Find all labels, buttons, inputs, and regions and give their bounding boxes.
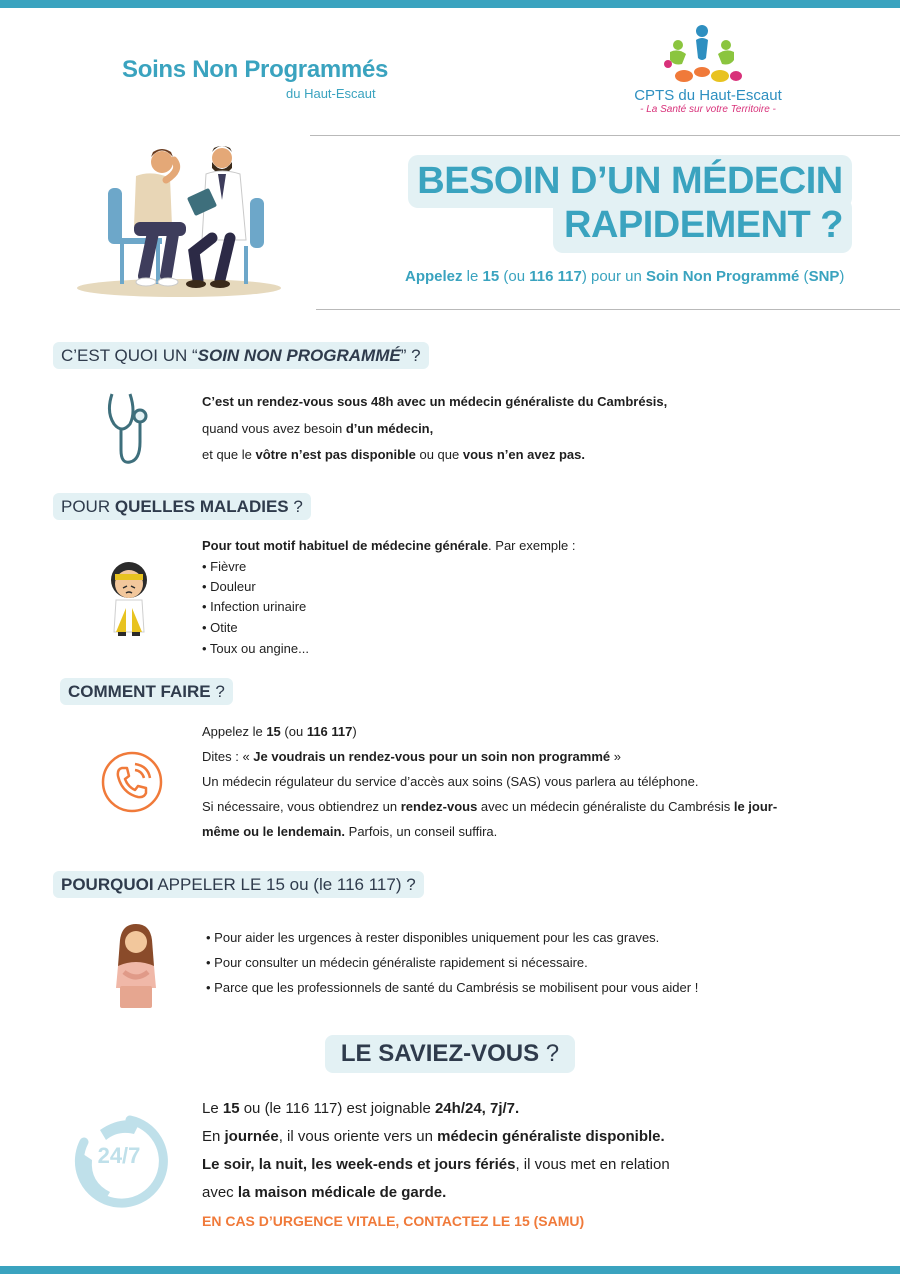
brand-subtitle: du Haut-Escaut xyxy=(286,86,376,101)
comment-line-4: Si nécessaire, vous obtiendrez un rendez-vous avec un médecin généraliste du Cambrésis le jour- xyxy=(202,799,778,814)
section-heading-maladies: POUR QUELLES MALADIES ? xyxy=(53,493,311,520)
phone-call-icon xyxy=(100,750,164,814)
saviez-line-4: avec la maison médicale de garde. xyxy=(202,1184,447,1201)
quoi-line-3: et que le vôtre n’est pas disponible ou que vous n’en avez pas. xyxy=(202,447,585,462)
doctor-patient-illustration xyxy=(74,140,284,300)
woman-icon xyxy=(108,922,164,1010)
pourquoi-item: • Pour aider les urgences à rester disponibles uniquement pour les cas graves. xyxy=(206,930,660,945)
hero-title-line1: BESOIN D’UN MÉDECIN xyxy=(417,160,843,202)
quoi-line-2: quand vous avez besoin d’un médecin, xyxy=(202,421,434,436)
urgent-warning: EN CAS D’URGENCE VITALE, CONTACTEZ LE 15 (SAMU) xyxy=(202,1213,585,1229)
comment-line-1: Appelez le 15 (ou 116 117) xyxy=(202,724,357,739)
brand-title: Soins Non Programmés xyxy=(122,56,389,83)
call-instruction: Appelez le 15 (ou 116 117) pour un Soin Non Programmé (SNP) xyxy=(405,268,845,285)
saviez-line-1: Le 15 ou (le 116 117) est joignable 24h/24, 7j/7. xyxy=(202,1100,520,1117)
comment-line-2: Dites : « Je voudrais un rendez-vous pour un soin non programmé » xyxy=(202,749,621,764)
hero-title-line2: RAPIDEMENT ? xyxy=(564,204,843,246)
comment-line-3: Un médecin régulateur du service d’accès aux soins (SAS) vous parlera au téléphone. xyxy=(202,774,699,789)
comment-line-5: même ou le lendemain. Parfois, un conseil suffira. xyxy=(202,824,498,839)
maladies-intro: Pour tout motif habituel de médecine générale. Par exemple : xyxy=(202,538,576,553)
divider-bottom xyxy=(316,309,900,310)
maladies-item: • Fièvre xyxy=(202,559,247,574)
pourquoi-item: • Pour consulter un médecin généraliste rapidement si nécessaire. xyxy=(206,955,588,970)
maladies-item: • Otite xyxy=(202,620,238,635)
cpts-logo-icon xyxy=(660,24,744,88)
saviez-line-2: En journée, il vous oriente vers un médecin généraliste disponible. xyxy=(202,1128,665,1145)
sick-child-icon xyxy=(104,558,154,638)
quoi-line-1: C’est un rendez-vous sous 48h avec un médecin généraliste du Cambrésis, xyxy=(202,394,668,409)
section-heading-quoi: C’EST QUOI UN “SOIN NON PROGRAMMÉ” ? xyxy=(53,342,429,369)
bottom-accent-bar xyxy=(0,1266,900,1274)
logo-tagline: - La Santé sur votre Territoire - xyxy=(640,104,776,115)
stethoscope-icon xyxy=(104,390,148,468)
section-heading-saviez: LE SAVIEZ-VOUS ? xyxy=(340,1040,560,1067)
section-heading-pourquoi: POURQUOI APPELER LE 15 ou (le 116 117) ? xyxy=(53,871,424,898)
pourquoi-item: • Parce que les professionnels de santé du Cambrésis se mobilisent pour vous aider ! xyxy=(206,980,699,995)
maladies-item: • Toux ou angine... xyxy=(202,641,309,656)
section-heading-comment: COMMENT FAIRE ? xyxy=(60,678,233,705)
saviez-line-3: Le soir, la nuit, les week-ends et jours fériés, il vous met en relation xyxy=(202,1156,670,1173)
icon-label-24-7: 24/7 xyxy=(97,1143,141,1168)
logo-title: CPTS du Haut-Escaut xyxy=(634,87,782,104)
divider-top xyxy=(310,135,900,136)
maladies-item: • Infection urinaire xyxy=(202,599,307,614)
maladies-item: • Douleur xyxy=(202,579,256,594)
top-accent-bar xyxy=(0,0,900,8)
